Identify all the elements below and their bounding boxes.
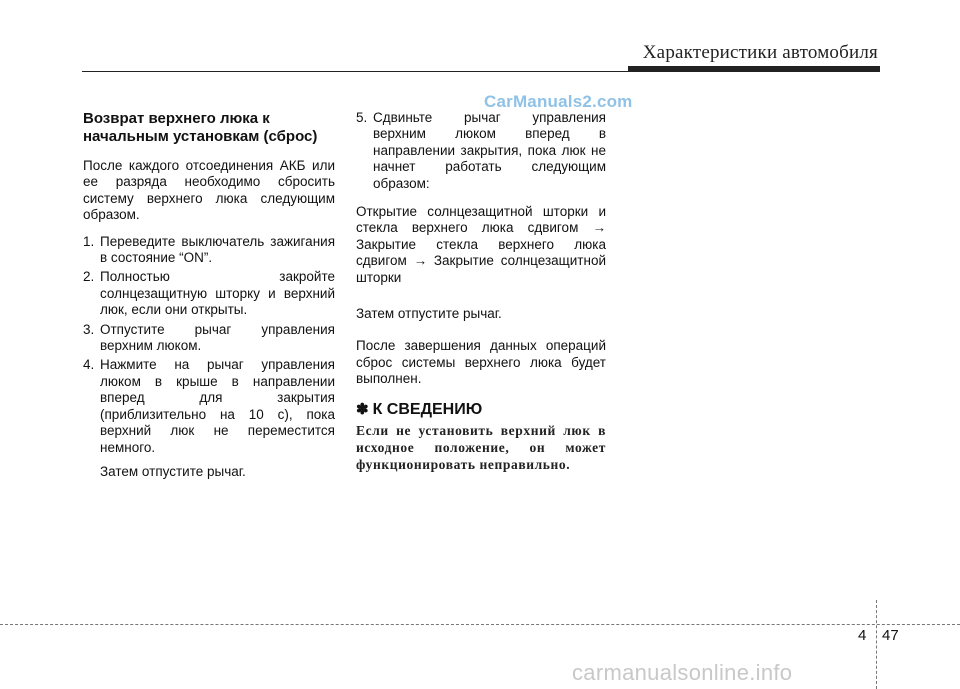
header-rule (82, 71, 880, 72)
note-heading-label: К СВЕДЕНИЮ (372, 400, 483, 418)
asterisk-icon: ✽ (356, 400, 369, 418)
section-heading: Возврат верхнего люка к начальным установкам (сброс) (83, 110, 318, 145)
note-heading (356, 402, 606, 418)
list-item (83, 357, 335, 455)
release-lever-text: Затем отпустите рычаг. (356, 306, 502, 322)
step-number: 1. (83, 233, 95, 249)
step-number: 3. (83, 321, 95, 337)
step-number: 5. (356, 110, 368, 125)
step-text: Отпустите рычаг управления верхним люком. (100, 321, 335, 354)
list-item (83, 322, 335, 355)
watermark-top[interactable]: CarManuals2.com (484, 92, 633, 111)
step-text: Полностью закройте солнцезащитную шторку и верхний люк, если они открыты. (100, 269, 335, 318)
watermark-bottom[interactable]: carmanualsonline.info (572, 660, 793, 685)
list-item (83, 269, 335, 318)
release-lever-text: Затем отпустите рычаг. (100, 463, 246, 479)
step-text: Сдвиньте рычаг управления верхним люком вперед в направлении закрытия, пока люк не начнет работать следующим образом: (373, 110, 606, 191)
chapter-number: 4 (858, 627, 867, 644)
operation-sequence: Открытие солнцезащитной шторки и стекла верхнего люка сдвигом → Закрытие стекла верхнего люка сдвигом → Закрытие солнцезащитной шторки (356, 204, 606, 285)
intro-paragraph: После каждого отсоединения АКБ или ее разряда необходимо сбросить систему верхнего люка следующим образом. (83, 158, 335, 223)
list-item (83, 234, 335, 267)
step-text: Нажмите на рычаг управления люком в крыше в направлении вперед для закрытия (приблизительно на 10 с), пока верхний люк не переместится немного. (100, 357, 335, 455)
left-column (83, 110, 335, 480)
note-text: Если не установить верхний люк в исходное положение, он может функционировать неправильно. (356, 423, 606, 473)
step-text: Переведите выключатель зажигания в состояние “ON”. (100, 233, 335, 266)
right-column (356, 110, 606, 473)
step-number: 4. (83, 357, 95, 373)
steps-list-continued (356, 110, 606, 192)
list-item (356, 110, 606, 192)
header-rule-accent (628, 66, 880, 71)
footer-divider (0, 624, 960, 625)
steps-list (83, 234, 335, 456)
completion-paragraph: После завершения данных операций сброс системы верхнего люка будет выполнен. (356, 338, 606, 387)
footer-vertical-divider (876, 600, 877, 689)
step-number: 2. (83, 269, 95, 285)
page-header-title: Характеристики автомобиля (642, 42, 878, 63)
page-number: 47 (882, 627, 899, 644)
